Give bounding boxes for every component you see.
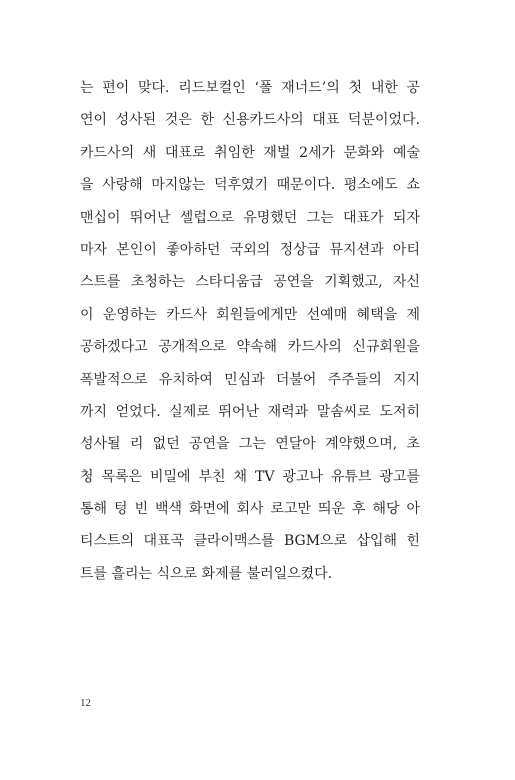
text-line: 연이 성사된 것은 한 신용카드사의 대표 덕분이었다.	[80, 112, 420, 129]
text-line: 까지 얻었다. 실제로 뛰어난 재력과 말솜씨로 도저히	[80, 403, 420, 420]
text-line: 폭발적으로 유치하여 민심과 더불어 주주들의 지지	[80, 371, 420, 388]
text-line: 을 사랑해 마지않는 덕후였기 때문이다. 평소에도 쇼	[80, 177, 420, 194]
text-line: 청 목록은 비밀에 부친 채 TV 광고나 유튜브 광고를	[80, 468, 420, 485]
text-line: 통해 텅 빈 백색 화면에 회사 로고만 띄운 후 해당 아	[80, 501, 420, 518]
text-line: 이 운영하는 카드사 회원들에게만 선예매 혜택을 제	[80, 306, 420, 323]
text-line: 성사될 리 없던 공연을 그는 연달아 계약했으며, 초	[80, 436, 420, 453]
text-line: 티스트의 대표곡 클라이맥스를 BGM으로 삽입해 힌	[80, 533, 420, 550]
text-line: 공하겠다고 공개적으로 약속해 카드사의 신규회원을	[80, 339, 420, 356]
text-line: 맨십이 뛰어난 셀럽으로 유명했던 그는 대표가 되자	[80, 209, 420, 226]
text-line: 카드사의 새 대표로 취임한 재벌 2세가 문화와 예술	[80, 144, 420, 161]
page-number: 12	[80, 697, 91, 709]
text-line: 는 편이 맞다. 리드보컬인 ‘폴 재너드’의 첫 내한 공	[80, 80, 420, 96]
text-line: 스트를 초청하는 스타디움급 공연을 기획했고, 자신	[80, 274, 420, 291]
text-line: 트를 흘리는 식으로 화제를 불러일으켰다.	[80, 565, 333, 582]
text-line: 마자 본인이 좋아하던 국외의 정상급 뮤지션과 아티	[80, 241, 420, 258]
body-text	[80, 72, 420, 590]
